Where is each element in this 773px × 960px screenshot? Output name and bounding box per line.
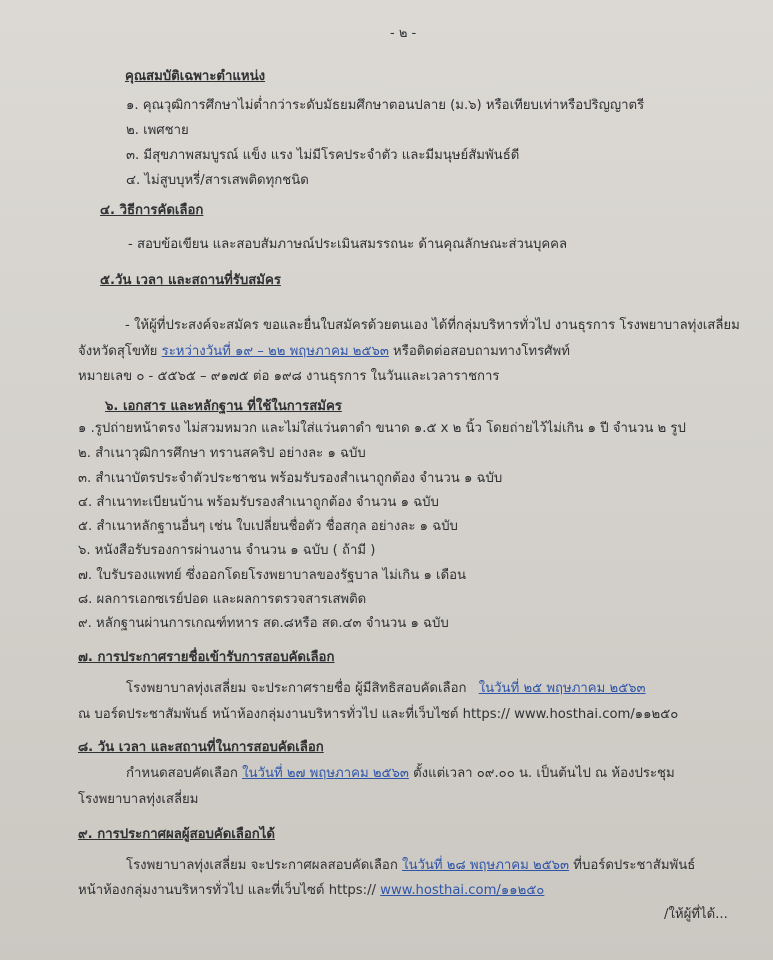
continuation-note: /ให้ผู้ที่ได้... xyxy=(664,907,728,922)
section8-heading: ๘. วัน เวลา และสถานที่ในการสอบคัดเลือก xyxy=(78,740,324,755)
document-item: ๕. สำเนาหลักฐานอื่นๆ เช่น ใบเปลี่ยนชื่อตัว ชื่อสกุล อย่างละ ๑ ฉบับ xyxy=(78,519,458,534)
qualification-item: ๔. ไม่สูบบุหรี่/สารเสพติดทุกชนิด xyxy=(126,173,309,188)
section9-line1-pre: โรงพยาบาลทุ่งเสลี่ยม จะประกาศผลสอบคัดเลือก xyxy=(126,858,398,873)
document-item: ๖. หนังสือรับรองการผ่านงาน จำนวน ๑ ฉบับ ( ถ้ามี ) xyxy=(78,543,376,558)
website-link[interactable]: www.hosthai.com/๑๑๒๕๐ xyxy=(380,883,545,898)
section8-line1-pre: กำหนดสอบคัดเลือก xyxy=(126,766,238,781)
section7-line1-pre: โรงพยาบาลทุ่งเสลี่ยม จะประกาศรายชื่อ ผู้มีสิทธิสอบคัดเลือก xyxy=(126,681,467,696)
section4-text: - สอบข้อเขียน และสอบสัมภาษณ์ประเมินสมรรถนะ ด้านคุณลักษณะส่วนบุคคล xyxy=(128,237,568,252)
section7-line1 xyxy=(126,680,646,698)
section5-line1: - ให้ผู้ที่ประสงค์จะสมัคร ขอและยื่นใบสมัครด้วยตนเอง ได้ที่กลุ่มบริหารทั่วไป งานธุรการ โรงพยาบาลทุ่งเสลี่ยม xyxy=(125,318,740,333)
section9-line1 xyxy=(126,857,695,875)
section9-line1-post: ที่บอร์ดประชาสัมพันธ์ xyxy=(573,858,696,873)
qualification-item: ๒. เพศชาย xyxy=(126,123,189,138)
section8-line1 xyxy=(126,765,675,783)
section8-line1-post: ตั้งแต่เวลา ๐๙.๐๐ น. เป็นต้นไป ณ ห้องประชุม xyxy=(413,766,675,781)
section5-line2 xyxy=(78,343,570,361)
section9-line2 xyxy=(78,882,544,900)
document-item: ๘. ผลการเอกซเรย์ปอด และผลการตรวจสารเสพติด xyxy=(78,592,367,607)
section5-heading: ๕.วัน เวลา และสถานที่รับสมัคร xyxy=(100,273,281,288)
document-item: ๒. สำเนาวุฒิการศึกษา ทรานสคริป อย่างละ ๑ ฉบับ xyxy=(78,446,366,461)
document-item: ๔. สำเนาทะเบียนบ้าน พร้อมรับรองสำเนาถูกต้อง จำนวน ๑ ฉบับ xyxy=(78,495,439,510)
section8-line2: โรงพยาบาลทุ่งเสลี่ยม xyxy=(78,792,199,807)
document-item: ๗. ใบรับรองแพทย์ ซึ่งออกโดยโรงพยาบาลของรัฐบาล ไม่เกิน ๑ เดือน xyxy=(78,568,467,583)
qualification-item: ๓. มีสุขภาพสมบูรณ์ แข็ง แรง ไม่มีโรคประจำตัว และมีมนุษย์สัมพันธ์ดี xyxy=(126,148,520,163)
section4-heading: ๔. วิธีการคัดเลือก xyxy=(100,203,204,218)
section9-line2-pre: หน้าห้องกลุ่มงานบริหารทั่วไป และที่เว็บไซต์ https:// xyxy=(78,883,376,898)
section6-heading: ๖. เอกสาร และหลักฐาน ที่ใช้ในการสมัคร xyxy=(105,399,342,414)
qualification-item: ๑. คุณวุฒิการศึกษาไม่ต่ำกว่าระดับมัธยมศึกษาตอนปลาย (ม.๖) หรือเทียบเท่าหรือปริญญาตรี xyxy=(126,98,645,113)
qualifications-heading: คุณสมบัติเฉพาะตำแหน่ง xyxy=(125,69,266,84)
section7-line2: ณ บอร์ดประชาสัมพันธ์ หน้าห้องกลุ่มงานบริหารทั่วไป และที่เว็บไซต์ https:// www.hosthai.com/๑๑๒๕๐ xyxy=(78,707,679,722)
announcement-date: ในวันที่ ๒๕ พฤษภาคม ๒๕๖๓ xyxy=(478,681,646,696)
section7-heading: ๗. การประกาศรายชื่อเข้ารับการสอบคัดเลือก xyxy=(78,650,335,665)
application-dates: ระหว่างวันที่ ๑๙ – ๒๒ พฤษภาคม ๒๕๖๓ xyxy=(161,344,389,359)
exam-date: ในวันที่ ๒๗ พฤษภาคม ๒๕๖๓ xyxy=(242,766,409,781)
section5-line2-pre: จังหวัดสุโขทัย xyxy=(78,344,158,359)
section5-line3: หมายเลข ๐ - ๕๕๖๕ – ๙๑๗๕ ต่อ ๑๙๘ งานธุรการ ในวันและเวลาราชการ xyxy=(78,369,500,384)
section5-line2-post: หรือติดต่อสอบถามทางโทรศัพท์ xyxy=(393,344,570,359)
document-item: ๑ .รูปถ่ายหน้าตรง ไม่สวมหมวก และไม่ใส่แว่นตาดำ ขนาด ๑.๕ x ๒ นิ้ว โดยถ่ายไว้ไม่เกิน ๑ ปี จำนวน ๒ รูป xyxy=(78,421,686,436)
page-number: - ๒ - xyxy=(390,26,417,41)
document-item: ๓. สำเนาบัตรประจำตัวประชาชน พร้อมรับรองสำเนาถูกต้อง จำนวน ๑ ฉบับ xyxy=(78,471,503,486)
result-date: ในวันที่ ๒๘ พฤษภาคม ๒๕๖๓ xyxy=(402,858,570,873)
section9-heading: ๙. การประกาศผลผู้สอบคัดเลือกได้ xyxy=(78,827,275,842)
document-item: ๙. หลักฐานผ่านการเกณฑ์ทหาร สด.๘หรือ สด.๔๓ จำนวน ๑ ฉบับ xyxy=(78,616,449,631)
